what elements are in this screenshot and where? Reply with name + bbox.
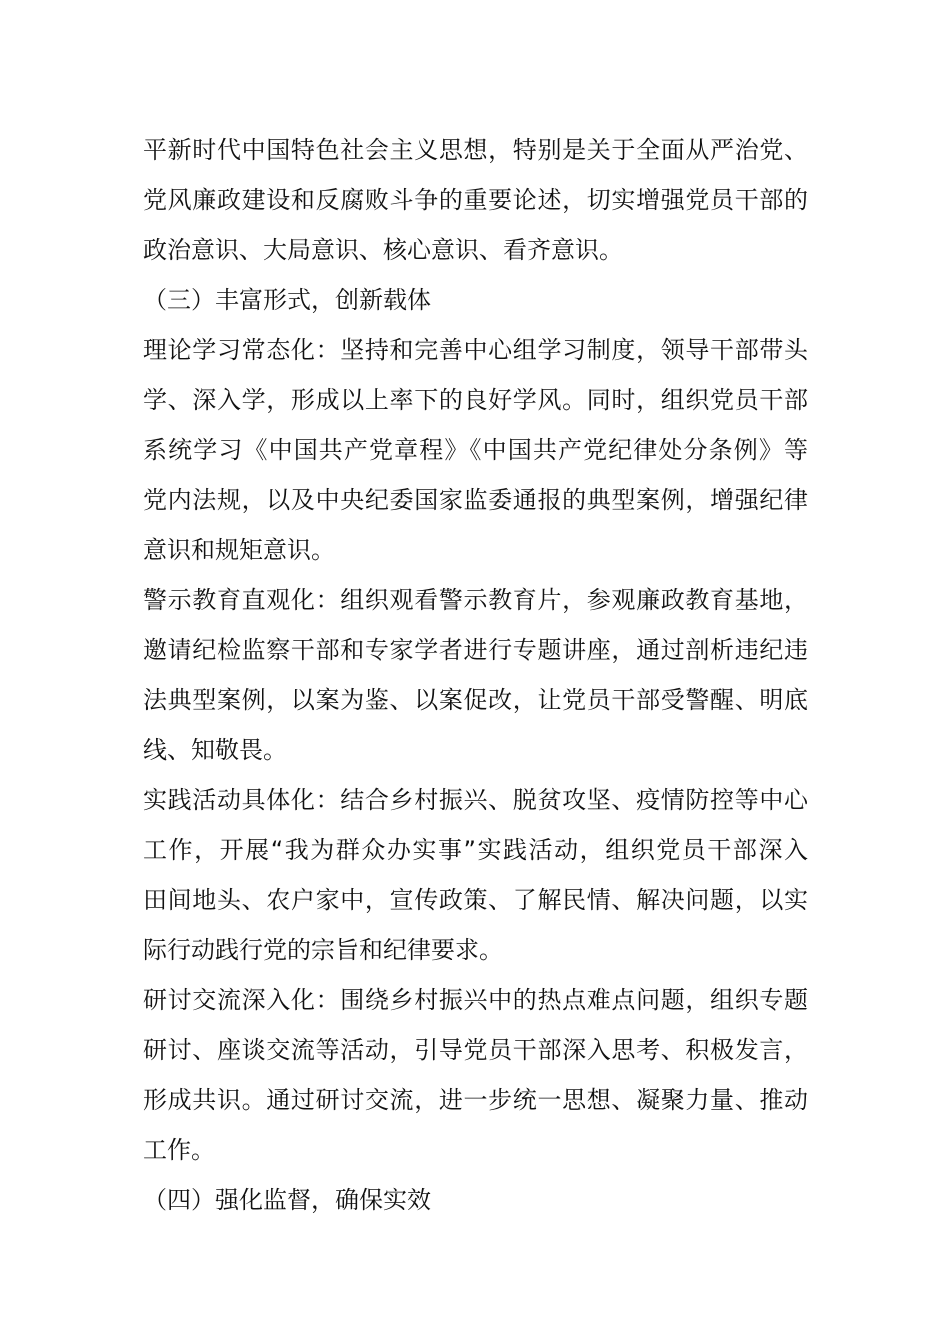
text-line: 际行动践行党的宗旨和纪律要求。 xyxy=(143,936,503,964)
text-line: 研讨、座谈交流等活动，引导党员干部深入思考、积极发言， xyxy=(143,1036,808,1064)
text-line: 党风廉政建设和反腐败斗争的重要论述，切实增强党员干部的 xyxy=(143,186,808,214)
text-line: 平新时代中国特色社会主义思想，特别是关于全面从严治党、 xyxy=(143,136,808,164)
text-line: 党内法规，以及中央纪委国家监委通报的典型案例，增强纪律 xyxy=(143,486,808,514)
text-line: 意识和规矩意识。 xyxy=(143,536,335,564)
text-line: 实践活动具体化：结合乡村振兴、脱贫攻坚、疫情防控等中心 xyxy=(143,786,808,814)
text-line: 形成共识。通过研讨交流，进一步统一思想、凝聚力量、推动 xyxy=(143,1086,808,1114)
text-line: 理论学习常态化：坚持和完善中心组学习制度，领导干部带头 xyxy=(143,336,808,364)
text-line: 系统学习《中国共产党章程》《中国共产党纪律处分条例》等 xyxy=(143,436,808,464)
text-line: 工作。 xyxy=(143,1136,215,1164)
text-line: 政治意识、大局意识、核心意识、看齐意识。 xyxy=(143,236,623,264)
text-line: 法典型案例，以案为鉴、以案促改，让党员干部受警醒、明底 xyxy=(143,686,808,714)
document-body xyxy=(143,125,808,1225)
section-heading: （四）强化监督，确保实效 xyxy=(143,1186,431,1214)
section-heading: （三）丰富形式，创新载体 xyxy=(143,286,431,314)
text-line: 警示教育直观化：组织观看警示教育片，参观廉政教育基地， xyxy=(143,586,808,614)
text-line: 研讨交流深入化：围绕乡村振兴中的热点难点问题，组织专题 xyxy=(143,986,808,1014)
text-line: 工作，开展“我为群众办实事”实践活动，组织党员干部深入 xyxy=(143,836,808,864)
text-line: 线、知敬畏。 xyxy=(143,736,287,764)
text-line: 学、深入学，形成以上率下的良好学风。同时，组织党员干部 xyxy=(143,386,808,414)
text-line: 田间地头、农户家中，宣传政策、了解民情、解决问题，以实 xyxy=(143,886,808,914)
text-line: 邀请纪检监察干部和专家学者进行专题讲座，通过剖析违纪违 xyxy=(143,636,808,664)
